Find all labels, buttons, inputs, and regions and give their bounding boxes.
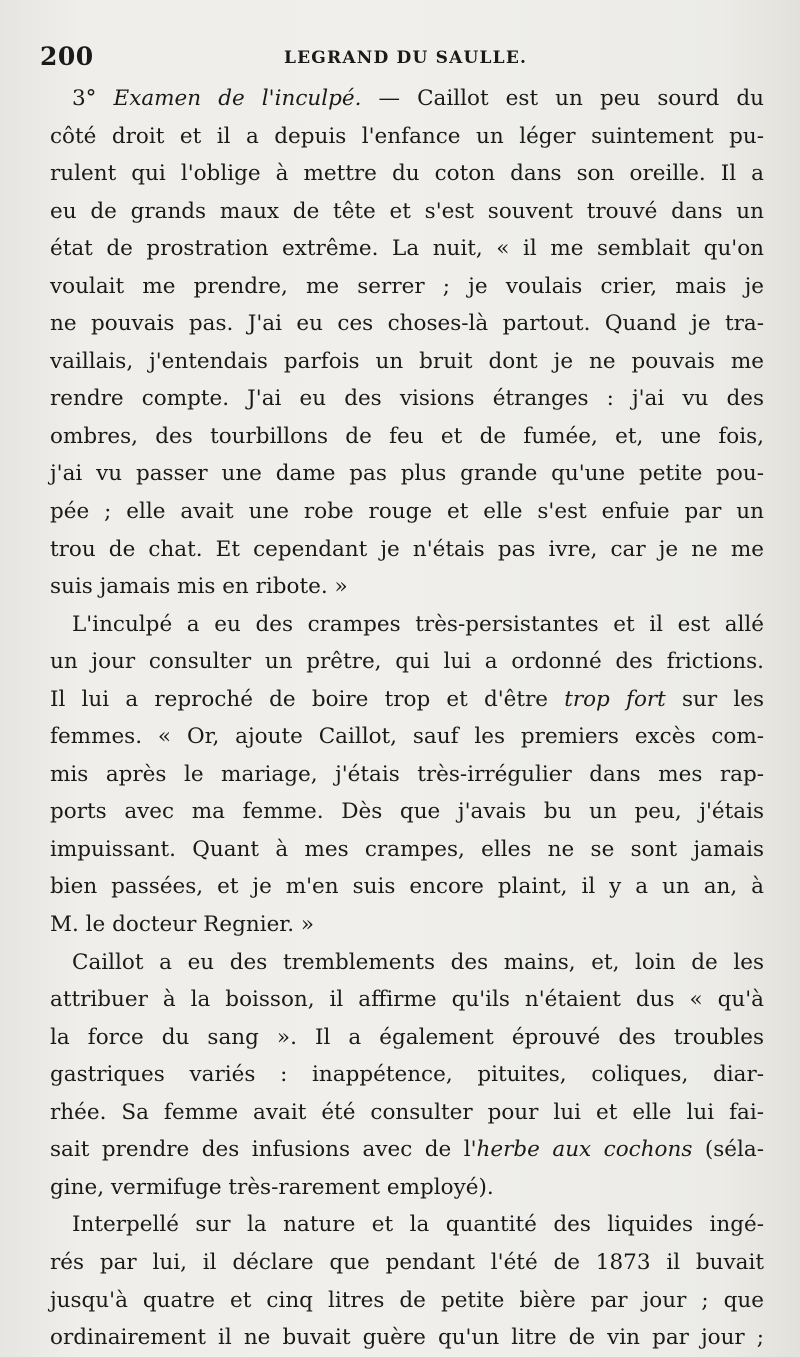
text-line: L'inculpé a eu des crampes très-persistantes et il est allé (72, 611, 764, 637)
text-line: voulait me prendre, me serrer ; je voulais crier, mais je (50, 273, 764, 299)
running-head (40, 42, 748, 72)
text-line: Caillot a eu des tremblements des mains, et, loin de les (72, 949, 764, 975)
paragraph (50, 944, 764, 1207)
text-line: jusqu'à quatre et cinq litres de petite bière par jour ; que (50, 1287, 764, 1313)
text-line: attribuer à la boisson, il affirme qu'ils n'étaient dus « qu'à (50, 987, 764, 1013)
running-title: LEGRAND DU SAULLE. (284, 48, 528, 68)
text-line: j'ai vu passer une dame pas plus grande qu'une petite pou- (50, 461, 764, 487)
text-line: rhée. Sa femme avait été consulter pour lui et elle lui fai- (50, 1099, 764, 1125)
text-line: rulent qui l'oblige à mettre du coton dans son oreille. Il a (50, 161, 764, 187)
text-line: ne pouvais pas. J'ai eu ces choses-là partout. Quand je tra- (50, 311, 764, 337)
text-line: M. le docteur Regnier. » (50, 912, 315, 938)
text-line: état de prostration extrême. La nuit, « il me semblait qu'on (50, 236, 764, 262)
italic-text: herbe aux cochons (476, 1137, 693, 1163)
text-line: pée ; elle avait une robe rouge et elle s'est enfuie par un (50, 499, 764, 525)
text-line: ombres, des tourbillons de feu et de fumée, et, une fois, (50, 423, 764, 449)
text-line: 3° Examen de l'inculpé. — Caillot est un peu sourd du (72, 86, 764, 111)
text-line: gastriques variés : inappétence, pituites, coliques, diar- (50, 1062, 764, 1088)
text-line: eu de grands maux de tête et s'est souvent trouvé dans un (50, 198, 764, 224)
body-text (50, 80, 764, 1357)
text-line: la force du sang ». Il a également éprouvé des troubles (50, 1024, 764, 1050)
text-line: sait prendre des infusions avec de l'herbe aux cochons (séla- (50, 1137, 764, 1163)
paragraph (50, 80, 764, 606)
page-number: 200 (40, 42, 94, 71)
text-line: impuissant. Quant à mes crampes, elles ne se sont jamais (50, 836, 764, 862)
text-line: bien passées, et je m'en suis encore plaint, il y a un an, à (50, 874, 764, 900)
italic-text: trop fort (564, 686, 666, 712)
text-line: mis après le mariage, j'étais très-irrégulier dans mes rap- (50, 761, 764, 787)
paragraph (50, 606, 764, 944)
text-line: vaillais, j'entendais parfois un bruit dont je ne pouvais me (50, 348, 764, 374)
text-line: un jour consulter un prêtre, qui lui a ordonné des frictions. (50, 649, 764, 675)
italic-text: Examen de l'inculpé. (113, 86, 362, 111)
text-line: Il lui a reproché de boire trop et d'être trop fort sur les (50, 686, 764, 712)
text-line: ordinairement il ne buvait guère qu'un litre de vin par jour ; (50, 1325, 764, 1351)
text-line: trou de chat. Et cependant je n'étais pas ivre, car je ne me (50, 536, 764, 562)
text-line: ports avec ma femme. Dès que j'avais bu un peu, j'étais (50, 799, 764, 825)
text-line: femmes. « Or, ajoute Caillot, sauf les premiers excès com- (50, 724, 764, 750)
text-line: suis jamais mis en ribote. » (50, 574, 348, 600)
text-line: rés par lui, il déclare que pendant l'été de 1873 il buvait (50, 1249, 764, 1275)
text-line: Interpellé sur la nature et la quantité des liquides ingé- (72, 1212, 764, 1238)
text-line: côté droit et il a depuis l'enfance un léger suintement pu- (50, 123, 764, 149)
text-line: gine, vermifuge très-rarement employé). (50, 1174, 494, 1200)
paragraph (50, 1206, 764, 1356)
text-line: rendre compte. J'ai eu des visions étranges : j'ai vu des (50, 386, 764, 412)
